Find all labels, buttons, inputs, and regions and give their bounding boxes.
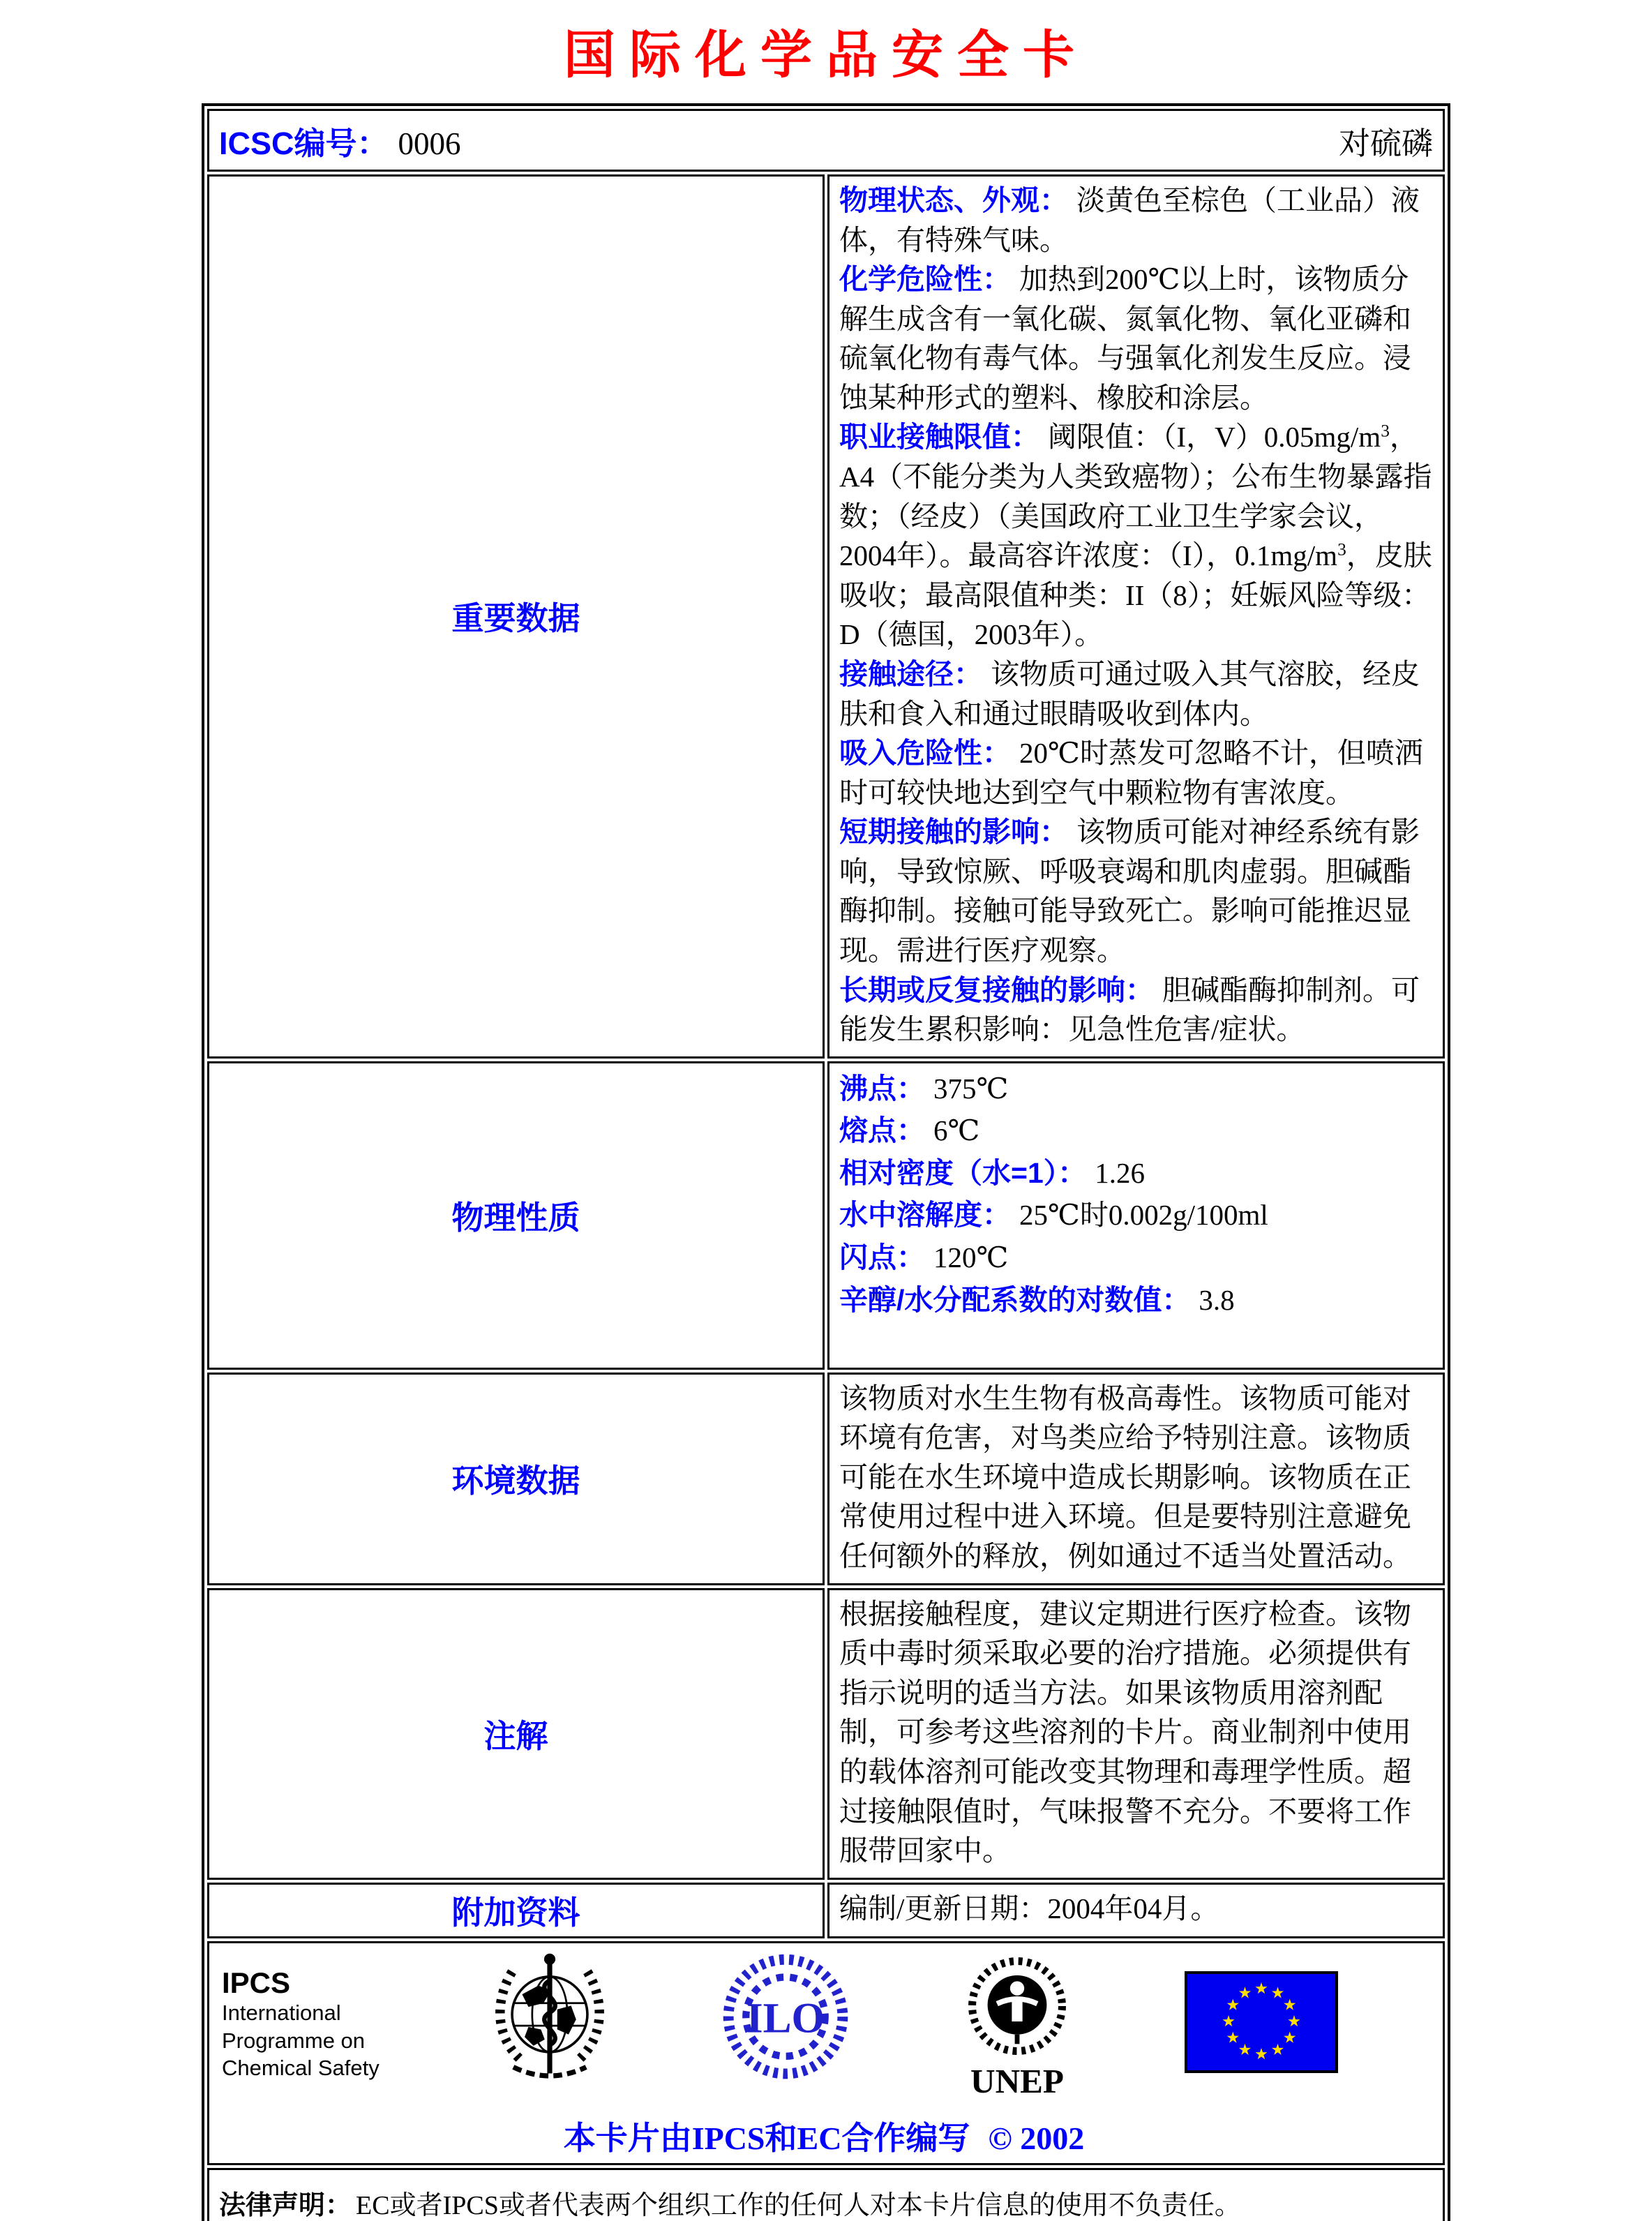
- unep-emblem-icon: [958, 1952, 1076, 2103]
- field-value: 3.8: [1199, 1283, 1235, 1316]
- field-label: 化学危险性：: [839, 263, 1011, 296]
- ilo-monogram: ILO: [746, 1994, 825, 2042]
- important-item: [839, 971, 1434, 1049]
- ipcs-text-block: [222, 1967, 380, 2082]
- field-label: 辛醇/水分配系数的对数值：: [839, 1283, 1191, 1316]
- field-value: 120℃: [933, 1241, 1009, 1274]
- field-label: 吸入危险性：: [839, 737, 1011, 770]
- property-line: [839, 1068, 1434, 1110]
- field-label: 闪点：: [839, 1241, 925, 1274]
- important-item: [839, 260, 1434, 417]
- header-row: [207, 109, 1445, 172]
- field-label: 沸点：: [839, 1072, 925, 1105]
- icsc-number-group: [219, 118, 461, 163]
- notes-content: [827, 1588, 1445, 1880]
- environmental-data-content: [827, 1373, 1445, 1585]
- icsc-number-label: ICSC编号：: [219, 125, 389, 161]
- unep-label: UNEP: [970, 2061, 1065, 2100]
- property-line: [839, 1236, 1434, 1279]
- ilo-emblem-icon: [721, 1952, 850, 2088]
- page-title: 国际化学品安全卡: [564, 27, 1088, 84]
- row-label-notes: 注解: [207, 1588, 825, 1880]
- ipcs-subtitle-line: Programme on: [222, 2028, 366, 2053]
- notes-text: 根据接触程度，建议定期进行医疗检查。该物质中毒时须采取必要的治疗措施。必须提供有指示说明的适当方法。如果该物质用溶剂配制，可参考这些溶剂的卡片。商业制剂中使用的载体溶剂可能改变其物理和毒理学性质。超过接触限值时，气味报警不充分。不要将工作服带回家中。: [839, 1597, 1411, 1867]
- property-line: [839, 1109, 1434, 1152]
- important-item: [839, 733, 1434, 812]
- field-value: 阈限值：（I，V）0.05mg/m: [1048, 421, 1381, 454]
- field-value: 25℃时0.002g/100ml: [1019, 1199, 1268, 1232]
- field-label: 物理状态、外观：: [839, 184, 1068, 216]
- property-line: [839, 1194, 1434, 1236]
- field-value: ，皮肤吸收；最高限值种类：II（8）；妊娠风险等级：D（德国，2003年）。: [839, 539, 1432, 651]
- important-item: [839, 655, 1434, 733]
- physical-properties-content: [827, 1061, 1445, 1370]
- field-value: 375℃: [933, 1072, 1009, 1105]
- logos-row: [207, 1941, 1445, 2165]
- legal-label: 法律声明：: [219, 2191, 352, 2221]
- environmental-data-row: [207, 1373, 1445, 1585]
- chemical-name: 对硫磷: [1338, 126, 1433, 161]
- field-label: 水中溶解度：: [839, 1199, 1011, 1232]
- ipcs-title: IPCS: [222, 1966, 291, 1999]
- important-item: [839, 417, 1434, 654]
- row-label-additional-info: 附加资料: [207, 1883, 825, 1938]
- cooperation-caption: [219, 2113, 1429, 2159]
- important-item: [839, 181, 1434, 260]
- field-value: ，A4（不能分类为人类致癌物）；公布生物暴露指数；（经皮）（美国政府工业卫生学家会议，2004年）。最高容许浓度：（I），0.1mg/m: [839, 421, 1432, 572]
- caption-text: 本卡片由IPCS和EC合作编写: [563, 2120, 970, 2156]
- field-value: 20℃时蒸发可忽略不计，但喷洒时可较快地达到空气中颗粒物有害浓度。: [839, 737, 1423, 809]
- additional-info-content: [827, 1883, 1445, 1938]
- property-line: [839, 1152, 1434, 1195]
- legal-cell: [207, 2168, 1445, 2221]
- who-emblem-icon: [487, 1952, 613, 2092]
- field-value: 加热到200℃以上时，该物质分解生成含有一氧化碳、氮氧化物、氧化亚磷和硫氧化物有毒气体。与强氧化剂发生反应。浸蚀某种形式的塑料、橡胶和涂层。: [839, 263, 1411, 414]
- environmental-text: 该物质对水生生物有极高毒性。该物质可能对环境有危害，对鸟类应给予特别注意。该物质可能在水生环境中造成长期影响。该物质在正常使用过程中进入环境。但是要特别注意避免任何额外的释放，例如通过不适当处置活动。: [839, 1382, 1411, 1573]
- field-value: 胆碱酯酶抑制剂。可能发生累积影响：见急性危害/症状。: [839, 973, 1420, 1046]
- field-label: 长期或反复接触的影响：: [839, 973, 1154, 1006]
- legal-row: [207, 2168, 1445, 2221]
- row-label-physical-properties: 物理性质: [207, 1061, 825, 1370]
- notes-row: [207, 1588, 1445, 1880]
- important-data-row: [207, 174, 1445, 1059]
- important-data-content: [827, 174, 1445, 1059]
- field-value: 1.26: [1095, 1156, 1145, 1189]
- important-item: [839, 812, 1434, 970]
- field-label: 熔点：: [839, 1114, 925, 1147]
- field-value: 该物质可能对神经系统有影响，导致惊厥、呼吸衰竭和肌肉虚弱。胆碱酯酶抑制。接触可能导致死亡。影响可能推迟显现。需进行医疗观察。: [839, 816, 1420, 966]
- header-cell: [207, 109, 1445, 172]
- field-value: 淡黄色至棕色（工业品）液体，有特殊气味。: [839, 184, 1420, 256]
- field-value: 6℃: [933, 1114, 980, 1147]
- icsc-table: [202, 103, 1450, 2221]
- field-label: 相对密度（水=1）：: [839, 1156, 1087, 1189]
- superscript: 3: [1337, 539, 1346, 560]
- icsc-number-value: 0006: [398, 126, 461, 161]
- field-label: 短期接触的影响：: [839, 816, 1068, 848]
- ipcs-subtitle-line: International: [222, 2000, 341, 2025]
- eu-flag-icon: [1185, 1971, 1338, 2077]
- ipcs-subtitle-line: Chemical Safety: [222, 2056, 380, 2081]
- property-line: [839, 1279, 1434, 1322]
- field-value: 该物质可通过吸入其气溶胶，经皮肤和食入和通过眼睛吸收到体内。: [839, 657, 1420, 730]
- field-label: 职业接触限值：: [839, 421, 1039, 454]
- logos-cell: [207, 1941, 1445, 2165]
- field-label: 接触途径：: [839, 657, 982, 690]
- additional-info-text: 编制/更新日期：2004年04月。: [839, 1892, 1219, 1924]
- legal-text: EC或者IPCS或者代表两个组织工作的任何人对本卡片信息的使用不负责任。: [356, 2191, 1241, 2221]
- copyright-text: © 2002: [988, 2120, 1085, 2156]
- additional-info-row: [207, 1883, 1445, 1938]
- superscript: 3: [1381, 421, 1390, 441]
- physical-properties-row: [207, 1061, 1445, 1370]
- row-label-important-data: 重要数据: [207, 174, 825, 1059]
- row-label-environmental-data: 环境数据: [207, 1373, 825, 1585]
